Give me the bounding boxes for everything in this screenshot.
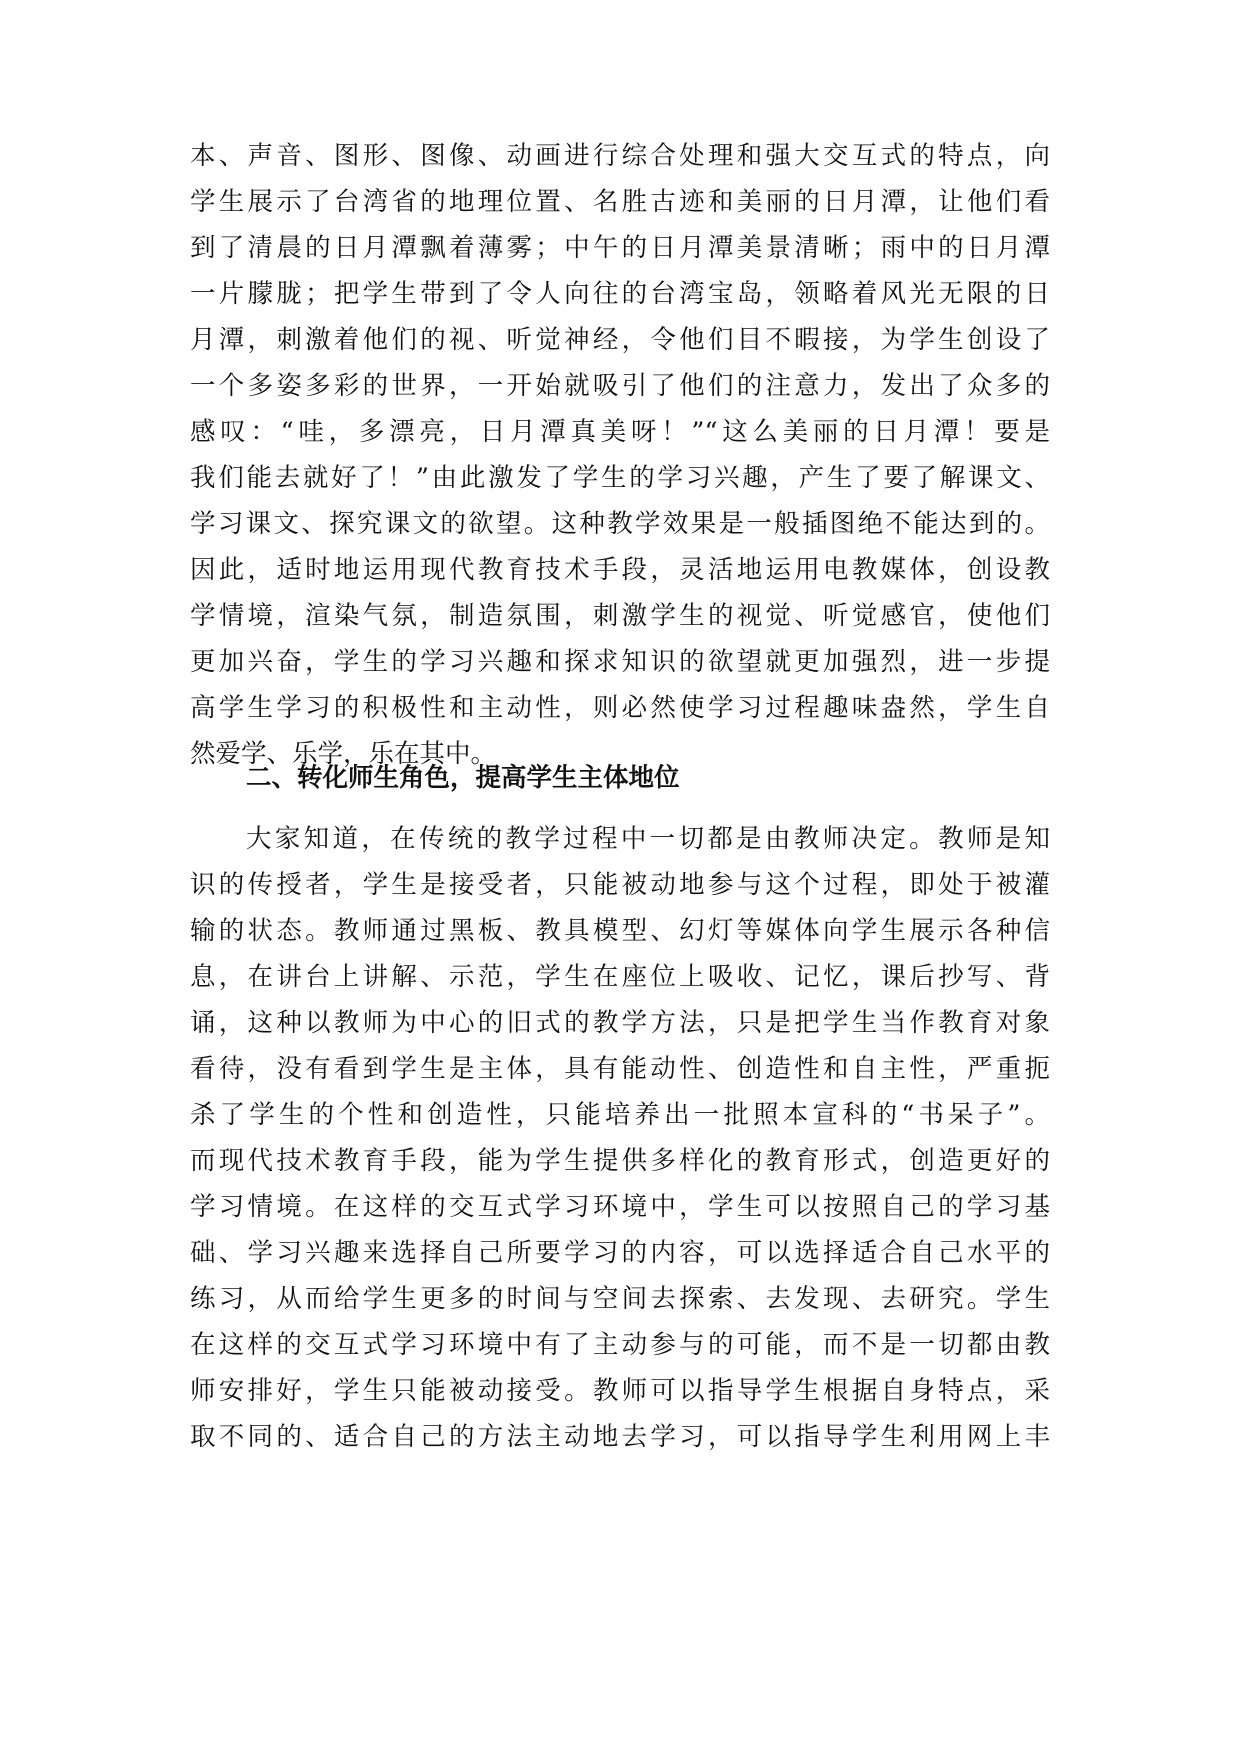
paragraph-line: 到了清晨的日月潭飘着薄雾；中午的日月潭美景清晰；雨中的日月潭 xyxy=(190,233,1050,263)
paragraph-line: 因此，适时地运用现代教育技术手段，灵活地运用电教媒体，创设教 xyxy=(190,555,1050,585)
paragraph-line: 我们能去就好了！”由此激发了学生的学习兴趣，产生了要了解课文、 xyxy=(190,463,1050,493)
paragraph-line: 一片朦胧；把学生带到了令人向往的台湾宝岛，领略着风光无限的日 xyxy=(190,279,1050,309)
paragraph-line: 感叹：“哇，多漂亮，日月潭真美呀！”“这么美丽的日月潭！要是 xyxy=(190,417,1050,447)
paragraph-line: 高学生学习的积极性和主动性，则必然使学习过程趣味盎然，学生自 xyxy=(190,693,1050,723)
paragraph-1 xyxy=(190,133,1050,777)
paragraph-line: 一个多姿多彩的世界，一开始就吸引了他们的注意力，发出了众多的 xyxy=(190,371,1050,401)
paragraph-line: 诵，这种以教师为中心的旧式的教学方法，只是把学生当作教育对象 xyxy=(190,1008,1050,1038)
paragraph-line: 练习，从而给学生更多的时间与空间去探索、去发现、去研究。学生 xyxy=(190,1284,1050,1314)
paragraph-line: 月潭，刺激着他们的视、听觉神经，令他们目不暇接，为学生创设了 xyxy=(190,325,1050,355)
paragraph-line: 息，在讲台上讲解、示范，学生在座位上吸收、记忆，课后抄写、背 xyxy=(190,962,1050,992)
paragraph-line: 师安排好，学生只能被动接受。教师可以指导学生根据自身特点，采 xyxy=(190,1376,1050,1406)
paragraph-line: 杀了学生的个性和创造性，只能培养出一批照本宣科的“书呆子”。 xyxy=(190,1100,1050,1130)
paragraph-line: 本、声音、图形、图像、动画进行综合处理和强大交互式的特点，向 xyxy=(190,141,1050,171)
paragraph-line: 学情境，渲染气氛，制造氛围，刺激学生的视觉、听觉感官，使他们 xyxy=(190,601,1050,631)
paragraph-line: 学生展示了台湾省的地理位置、名胜古迹和美丽的日月潭，让他们看 xyxy=(190,187,1050,217)
paragraph-line: 础、学习兴趣来选择自己所要学习的内容，可以选择适合自己水平的 xyxy=(190,1238,1050,1268)
paragraph-2 xyxy=(190,816,1050,1460)
paragraph-line: 看待，没有看到学生是主体，具有能动性、创造性和自主性，严重扼 xyxy=(190,1054,1050,1084)
paragraph-line: 大家知道，在传统的教学过程中一切都是由教师决定。教师是知 xyxy=(246,824,1050,854)
paragraph-line: 而现代技术教育手段，能为学生提供多样化的教育形式，创造更好的 xyxy=(190,1146,1050,1176)
paragraph-line: 然爱学、乐学，乐在其中。 xyxy=(190,739,497,769)
paragraph-line: 学习课文、探究课文的欲望。这种教学效果是一般插图绝不能达到的。 xyxy=(190,509,1050,539)
paragraph-line: 识的传授者，学生是接受者，只能被动地参与这个过程，即处于被灌 xyxy=(190,870,1050,900)
paragraph-line: 在这样的交互式学习环境中有了主动参与的可能，而不是一切都由教 xyxy=(190,1330,1050,1360)
paragraph-line: 输的状态。教师通过黑板、教具模型、幻灯等媒体向学生展示各种信 xyxy=(190,916,1050,946)
section-heading: 二、转化师生角色，提高学生主体地位 xyxy=(246,763,680,793)
paragraph-line: 学习情境。在这样的交互式学习环境中，学生可以按照自己的学习基 xyxy=(190,1192,1050,1222)
paragraph-line: 取不同的、适合自己的方法主动地去学习，可以指导学生利用网上丰 xyxy=(190,1422,1050,1452)
paragraph-line: 更加兴奋，学生的学习兴趣和探求知识的欲望就更加强烈，进一步提 xyxy=(190,647,1050,677)
